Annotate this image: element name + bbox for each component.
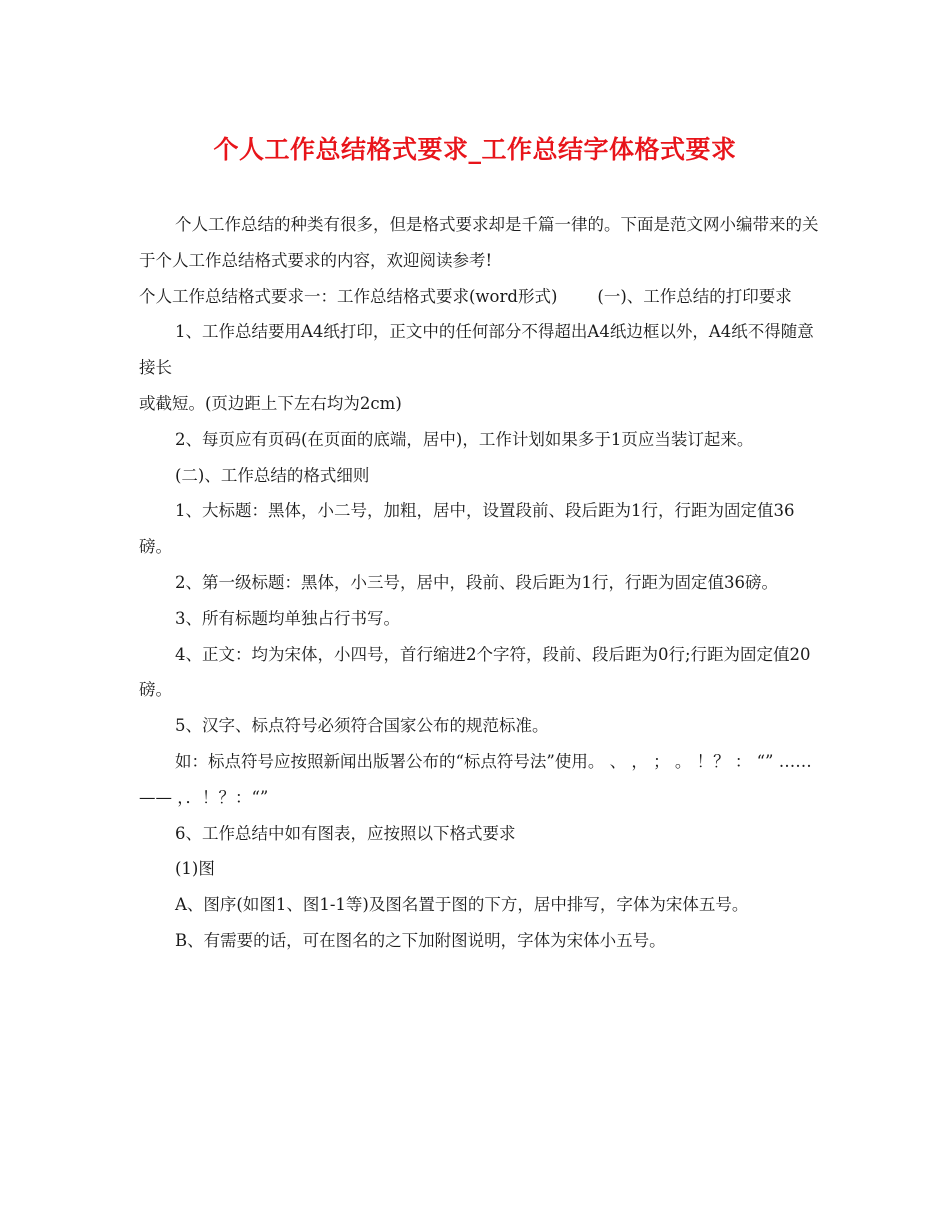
paragraph-intro: 个人工作总结的种类有很多，但是格式要求却是千篇一律的。下面是范文网小编带来的关于个人工作总结格式要求的内容，欢迎阅读参考! xyxy=(139,215,819,270)
paragraph-item: 3、所有标题均单独占行书写。 xyxy=(175,608,400,628)
paragraph-item: A、图序(如图1、图1-1等)及图名置于图的下方，居中排写，字体为宋体五号。 xyxy=(175,895,749,915)
paragraph-subheading: (二)、工作总结的格式细则 xyxy=(175,465,370,485)
paragraph-item: 2、第一级标题：黑体，小三号，居中，段前、段后距为1行，行距为固定值36磅。 xyxy=(175,572,778,592)
document-body xyxy=(139,207,819,959)
paragraph-item: 6、工作总结中如有图表，应按照以下格式要求 xyxy=(175,823,516,843)
section-heading-text: 个人工作总结格式要求一：工作总结格式要求(word形式) xyxy=(139,286,558,306)
paragraph-item: 5、汉字、标点符号必须符合国家公布的规范标准。 xyxy=(175,716,549,736)
paragraph-item: 2、每页应有页码(在页面的底端，居中)，工作计划如果多于1页应当装订起来。 xyxy=(175,429,754,449)
paragraph-item: B、有需要的话，可在图名的之下加附图说明，字体为宋体小五号。 xyxy=(175,930,666,950)
paragraph-subheading: (1)图 xyxy=(175,859,215,879)
paragraph-item: 1、大标题：黑体，小二号，加粗，居中，设置段前、段后距为1行，行距为固定值36磅。 xyxy=(139,501,795,557)
paragraph-item: 4、正文：均为宋体，小四号，首行缩进2个字符，段前、段后距为0行;行距为固定值20磅。 xyxy=(139,644,811,700)
paragraph-punctuation-example: 如：标点符号应按照新闻出版署公布的“标点符号法”使用。 、 ， ； 。 ！？ ： “” …… —— ，．！？：“” xyxy=(139,751,812,807)
subsection-heading-text: (一)、工作总结的打印要求 xyxy=(597,286,792,306)
paragraph-section-heading xyxy=(139,279,819,315)
paragraph-item: 1、工作总结要用A4纸打印，正文中的任何部分不得超出A4纸边框以外，A4纸不得随意接长 xyxy=(139,322,814,378)
paragraph-continuation: 或截短。(页边距上下左右均为2cm) xyxy=(139,393,402,413)
document-title: 个人工作总结格式要求_工作总结字体格式要求 xyxy=(213,135,737,164)
